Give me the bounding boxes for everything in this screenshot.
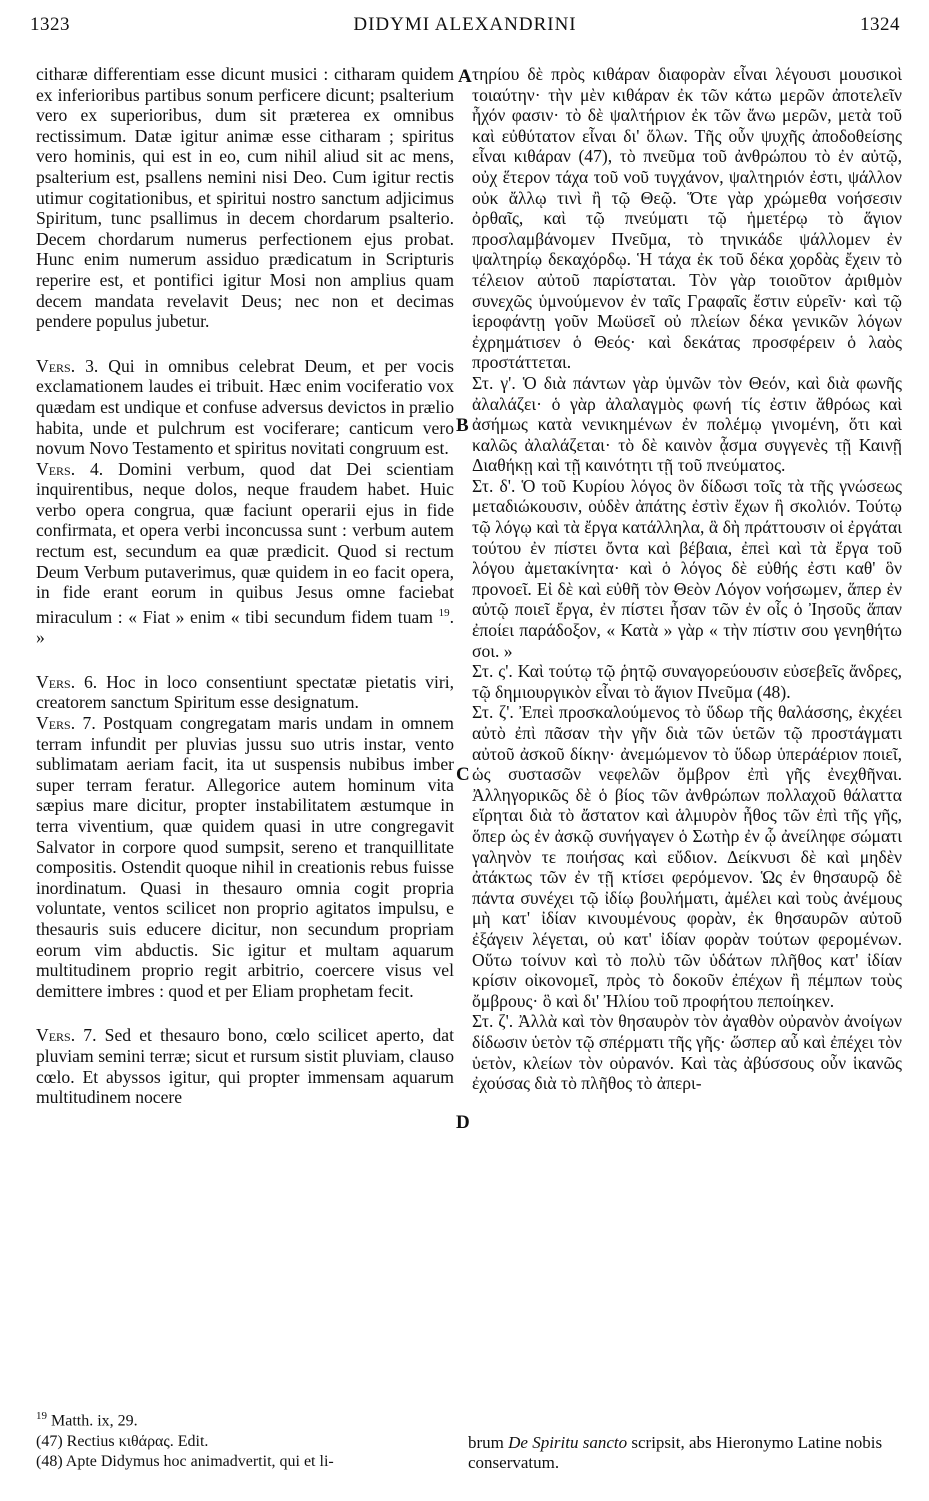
page-number-left: 1323	[30, 14, 70, 35]
book-title: De Spiritu sancto	[508, 1433, 628, 1452]
verse-text: Hoc in loco consentiunt spectatæ pietatis viri, creatorem sanctum Spiritum esse designatum.	[36, 671, 454, 713]
verse-text: Postquam congregatam maris undam in omnem terram infundit per pluvias jussu suo utris instar, vento sublimatam aeriam facit, ita ut suspensis nubibus imber super terram feratur. Allegorice autem hominum vita sæpius mare dicitur, propter instabilitatem æstumque in terra viventium, quæ quidem quasi in utre congregavit Salvator in corpore quod sumpsit, sereno et tranquillitate compositis. Ostendit quoque nihil in creationis rebus fuisse inordinatum. Quasi in thesauro omnia cogit propria voluntate, ventos scilicet non proprio agitatos impulsu, e thesauris suis educere dicitur, non secundum propriam eorum vim abductis. Sic igitur et multam aquarum multitudinem proprio regit arbitrio, coercere visus vel demittere imbres : quod et per Eliam prophetam fecit.	[36, 713, 454, 1001]
latin-column	[36, 64, 454, 1108]
verse-label: Vers. 6.	[36, 671, 98, 692]
latin-verse-4	[36, 459, 454, 648]
latin-verse-6	[36, 672, 454, 713]
footnote-19	[36, 1406, 456, 1431]
footnote-text: Matth. ix, 29.	[47, 1412, 138, 1430]
verse-label: Vers. 7.	[36, 1025, 97, 1046]
margin-marker-c: C	[456, 764, 470, 785]
greek-paragraph-intro: τηρίου δὲ πρὸς κιθάραν διαφορὰν εἶναι λέγουσι μουσικοὶ τοιαύτην· τὴν μὲν κιθάραν ἐκ τῶν κάτω μερῶν ἀποτελεῖν ἦχόν φασιν· τὸ δὲ ψαλτήριον ἐκ τῶν ἄνω μερῶν, μετὰ τοῦ καὶ εὐθύτατον εἶναι δι' ὅλων. Τῆς οὖν ψυχῆς ἀποδοθείσης εἶναι κιθάραν (47), τὸ πνεῦμα τοῦ ἀνθρώπου τὸ ἐν αὐτῷ, οὐχ ἕτερον τάχα τοῦ νοῦ τυγχάνον, ψαλτηριόν ἐστι, ψάλλον οὐκ ἄλλῳ τινὶ ἢ τῷ Θεῷ. Ὅτε γὰρ χρώμεθα νοήσεσιν ὀρθαῖς, καὶ τῷ πνεύματι τῷ ἡμετέρῳ τὸ ἅγιον προσλαμβάνομεν Πνεῦμα, τὸ τηνικάδε ψάλλομεν ἐν ψαλτηρίῳ δεκαχόρδῳ. Ἡ τάχα ἐκ τοῦ δέκα χορδὰς ἔχειν τὸ τέλειον αὐτοῦ παρίσταται. Τὸν γὰρ τοιοῦτον ἀριθμὸν συνεχῶς ὑμνούμενον ἐν ταῖς Γραφαῖς ἔστιν εὑρεῖν· καὶ τῷ ἱεροφάντῃ γοῦν Μωϋσεῖ οὐ πλείων δέκα γενικῶν λόγων ἐχρημάτισεν ὁ Θεός· καὶ δεκάτας προσφέρειν ὁ λαὸς προστάττεται.	[472, 64, 902, 373]
verse-label: Vers. 3.	[36, 355, 99, 376]
footnote-48: (48) Apte Didymus hoc animadvertit, qui et li-	[36, 1453, 334, 1470]
greek-verse-3: Στ. γ'. Ὁ διὰ πάντων γὰρ ὑμνῶν τὸν Θεόν, καὶ διὰ φωνῆς ἀλαλάζει· ὁ γὰρ ἀλαλαγμὸς φωνή τίς ἐστιν ἄθρόως καὶ ἀσήμως κατὰ νενικημένων ἐν πολέμῳ γινομένη, ὅτι καὶ καλῶς ἀλαλάζεται· τὸ δὲ καινὸν ᾆσμα συγγενὲς τῇ Καινῇ Διαθήκῃ καὶ τῇ καινότητι τῇ τοῦ πνεύματος.	[472, 372, 902, 476]
footnote-ref: 19	[438, 606, 450, 619]
verse-text-end: . »	[36, 606, 454, 648]
latin-verse-7b	[36, 1025, 454, 1107]
running-title: DIDYMI ALEXANDRINI	[353, 14, 577, 35]
footnote-text: brum	[468, 1433, 509, 1452]
latin-verse-7a	[36, 713, 454, 1001]
verse-text: Sed et thesauro bono, cœlo scilicet aperto, dat pluviam semini terræ; sicut et rursum sistit pluviam, clauso cœlo. Et abyssos igitur, qui propter immensam aquarum multitudinem nocere	[36, 1025, 454, 1108]
margin-marker-b: B	[456, 415, 469, 436]
verse-label: Vers. 7.	[36, 713, 96, 734]
footnote-47: (47) Rectius κιθάρας. Edit.	[36, 1433, 209, 1450]
greek-verse-4: Στ. δ'. Ὁ τοῦ Κυρίου λόγος ὃν δίδωσι τοῖς τὰ τῆς γνώσεως μεταδιώκουσιν, οὐδὲν ἀπάτης ἐστὶν ἔχων ἢ σκολιόν. Τούτῳ τῷ λόγῳ καὶ τὰ ἔργα κατάλληλα, ἃ δὴ πράττουσιν οἱ ἐργάται τούτου ἐν πίστει ὄντα καὶ βέβαια, ἐπεὶ καὶ τὰ ἔργα τοῦ λόγου ἀμετακίνητα· καὶ ὁ λόγος δὲ εὐθής ἐστι καθ' ὃν προνοεῖ. Εἰ δὲ καὶ εὐθῆ τὸν Θεὸν Λόγον νοήσωμεν, ἅπερ ἐν αὐτῷ ποιεῖ ἔργα, ἐν πίστει ἦσαν τῶν ἐν οἷς ὁ Ἰησοῦς ἅπαν ἐποίει παράδοξον, « Κατὰ » γὰρ « τὴν πίστιν σου γενηθήτω σοι. »	[472, 475, 902, 661]
greek-verse-6: Στ. ς'. Καὶ τούτῳ τῷ ῥητῷ συναγορεύουσιν εὐσεβεῖς ἄνδρες, τῷ δημιουργικὸν εἶναι τὸ ἅγιον Πνεῦμα (48).	[472, 661, 902, 702]
verse-text: Domini verbum, quod dat Dei scientiam inquirentibus, neque dolos, neque fraudem habet. Huic verbo opera congrua, quæ faciunt operarii ejus in fide confirmata, et opera verbi inconcussa sunt : verbum autem rectum est, secundum ea quæ prædicit. Quod si rectum Deum Verbum putaverimus, quæ quidem in eo facit opera, in fide erant eorum in quibus Jesus omne faciebat miraculum : « Fiat » enim « tibi secundum fidem tuam	[36, 458, 454, 627]
verse-text: Qui in omnibus celebrat Deum, et per vocis exclamationem laudes ei tribuit. Hæc enim vociferatio vox quædam est undique et confuse adversus devictos in prælio habita, unde et pulchrum est vociferare; canticum vero novum Novo Testamento et spiritus novitati congruum est.	[36, 355, 454, 459]
verse-label: Vers. 4.	[36, 458, 104, 479]
page-header	[30, 8, 900, 40]
latin-paragraph-intro: citharæ differentiam esse dicunt musici : citharam quidem ex inferioribus partibus sonum perficere dicunt; psalterium vero ex superioribus, dum sit præterea ex omnibus rectissimum. Datæ igitur animæ esse citharam ; spiritus vero hominis, qui est in eo, cum nihil aliud sit ac mens, psalterium est, psallens nemini nisi Deo. Cum igitur rectis utimur cogitationibus, et spiritui nostro sanctum adjicimus Spiritum, tunc psallimus in decem chordarum psalterio. Decem chordarum numerus perfectionem ejus probat. Hunc enim numerum assiduo prædicatum in Scripturis reperire est, et pontifici igitur Mosi non amplius quam decem mandata revelavit Deus; nec non et decimas pendere populus jubetur.	[36, 64, 454, 332]
footnote-number: 19	[36, 1410, 47, 1422]
latin-verse-3	[36, 356, 454, 459]
greek-verse-7a: Στ. ζ'. Ἐπεὶ προσκαλούμενος τὸ ὕδωρ τῆς θαλάσσης, ἐκχέει αὐτὸ ἐπὶ πᾶσαν τὴν γῆν διὰ τῶν ὑετῶν τῷ προστάγματι αὐτοῦ ἀσκοῦ δίκην· ἀνεμώμενον τὸ ὕδωρ ὑπεράέριον ποιεῖ, ὡς συστασῶν νεφελῶν ὄμβρον ἐπὶ γῆς ἐνεχθῆναι. Ἀλληγορικῶς δὲ ὁ βίος τῶν ἀνθρώπων πολλαχοῦ θάλαττα εἴρηται διὰ τὸ ἄστατον καὶ ἁλμυρὸν ἦθος τῶν ἐπὶ τῆς γῆς, ὅπερ ὡς ἐν ἀσκῷ συνήγαγεν ὁ Σωτὴρ ἐν ᾧ ἀνείληφε σώματι γαληνὸν τε ποιήσας καὶ εὔδιον. Δείκνυσι δὲ καὶ μηδὲν ἀτάκτως τῶν ἐν τῇ κτίσει φερόμενον. Ὡς ἐν θησαυρῷ δὲ πάντα συνέχει τῷ ἰδίῳ βουλήματι, ἀμέλει καὶ τοὺς ἀνέμους μὴ κατ' ἰδίαν κινουμένους φορὰν, ἐκ θησαυρῶν αὐτοῦ ἐξάγειν λέγεται, οὐ κατ' ἰδίαν φορὰν τούτων φερομένων. Οὕτω τοίνυν καὶ τὸ πολὺ τῶν ὑδάτων πλῆθος κατ' ἰδίαν κρίσιν οἰκονομεῖ, πρὸς τὸ δοκοῦν ἐπέχων ἢ πέμπων τοὺς ὄμβρους· ὃ καὶ δι' Ἠλίου τοῦ προφήτου πεποίηκεν.	[472, 702, 902, 1011]
greek-verse-7b: Στ. ζ'. Ἀλλὰ καὶ τὸν θησαυρὸν τὸν ἀγαθὸν οὐρανὸν ἀνοίγων δίδωσιν ὑετὸν τῷ σπέρματι τῆς γῆς· ὥσπερ αὖ καὶ ἐπέχει τὸν ὑετὸν, κλείων τὸν οὐρανόν. Καὶ τὰς ἀβύσσους οὖν ἱκανῶς ἐχούσας διὰ τὸ πλῆθος τὸ ἀπερι-	[472, 1011, 902, 1094]
margin-marker-d: D	[456, 1112, 470, 1133]
greek-column	[472, 64, 902, 1094]
footnote-48-continued	[468, 1433, 888, 1473]
footnote-text: scripsit, abs Hieronymo Latine nobis conservatum.	[468, 1433, 883, 1472]
page-number-right: 1324	[860, 14, 900, 35]
margin-marker-a: A	[458, 66, 472, 87]
